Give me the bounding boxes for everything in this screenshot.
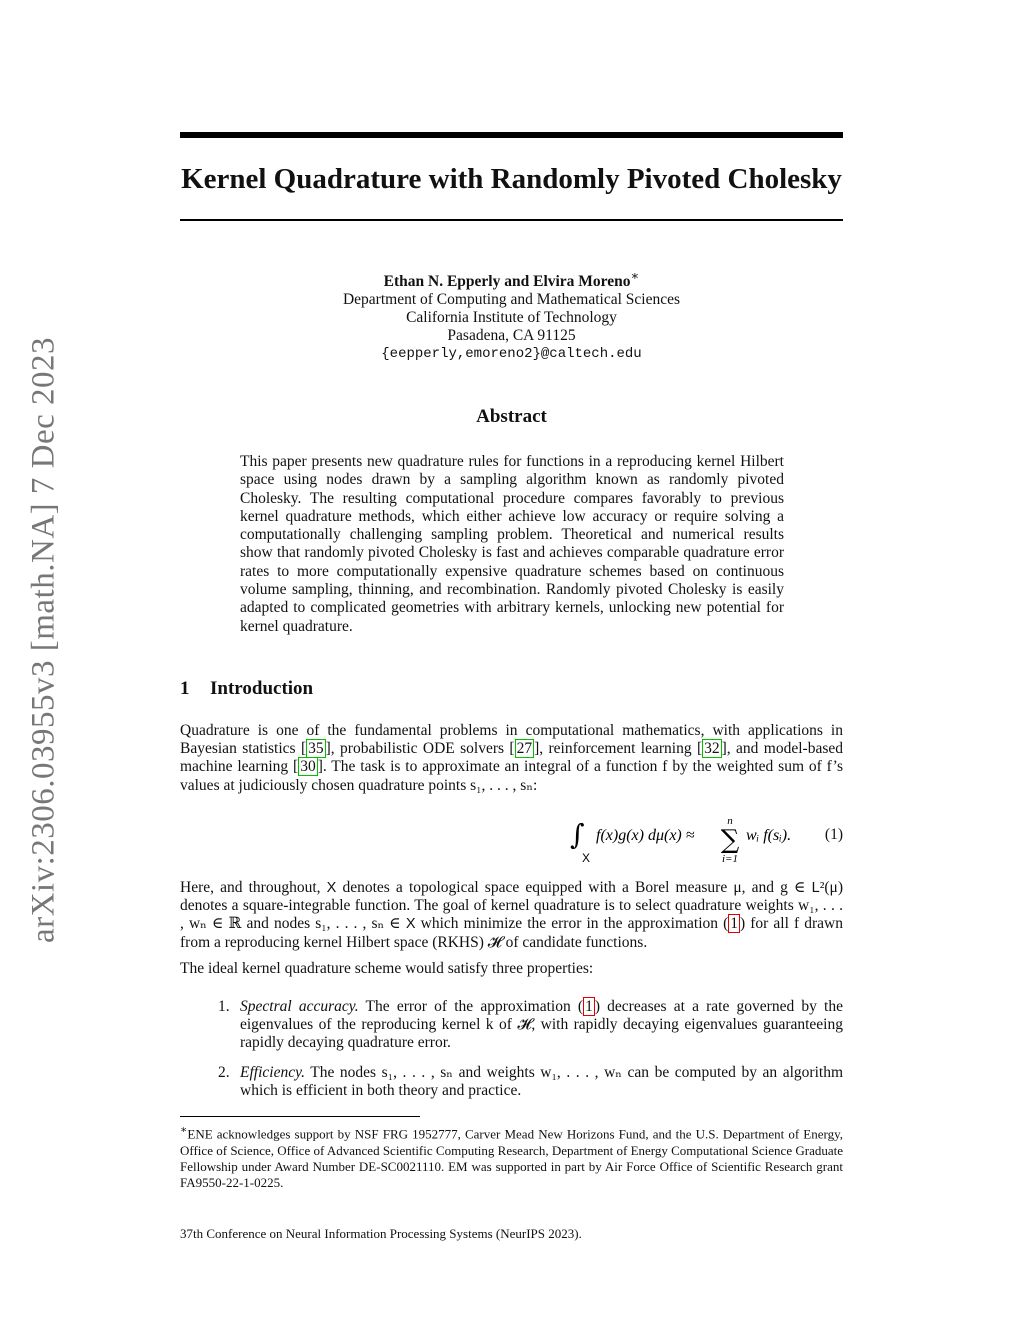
list-item: 2. Efficiency. The nodes s₁, . . . , sₙ and weights w₁, . . . , wₙ can be computed by an algorithm which is efficient in both theory and practice. <box>218 1064 843 1100</box>
author-institution: California Institute of Technology <box>406 309 617 327</box>
author-email[interactable]: {eepperly,emoreno2}@caltech.edu <box>381 346 642 363</box>
sum-upper-limit: n <box>727 815 733 827</box>
equation-link[interactable]: 1 <box>730 915 739 933</box>
intro-paragraph-3: The ideal kernel quadrature scheme would satisfy three properties: <box>180 960 594 977</box>
footnote: ∗ENE acknowledges support by NSF FRG 1952777, Carver Mead New Horizons Fund, and the U.S. Department of Energy, Office of Science, Office of Advanced Scientific Computing Research, Department of Energy Computational Science Graduate Fellowship under Award Number DE-SC0021110. EM was supported in part by Air Force Office of Scientific Research grant FA9550-22-1-0225. <box>180 1124 843 1191</box>
citation-link[interactable]: 32 <box>704 740 720 758</box>
venue-line: 37th Conference on Neural Information Processing Systems (NeurIPS 2023). <box>180 1226 582 1241</box>
equation-link[interactable]: 1 <box>585 998 593 1015</box>
equation-1 <box>180 810 843 866</box>
author-location: Pasadena, CA 91125 <box>447 327 576 345</box>
section-heading-introduction: 1 Introduction <box>180 678 314 699</box>
title-bottom-rule <box>180 219 843 221</box>
sum-sign: ∑ <box>720 825 740 855</box>
equation-number: (1) <box>824 826 843 843</box>
sum-lower-limit: i=1 <box>722 853 738 865</box>
abstract-text: This paper presents new quadrature rules for functions in a reproducing kernel Hilbert space using nodes drawn by a sampling algorithm known as randomly pivoted Cholesky. The resulting computational procedure compares favorably to previous kernel quadrature methods, which either achieve low accuracy or require solving a computationally challenging sampling problem. Theoretical and numerical results show that randomly pivoted Cholesky is fast and achieves comparable quadrature error rates to more computationally expensive quadrature schemes based on continuous volume sampling, thinning, and recombination. Randomly pivoted Cholesky is easily adapted to complicated geometries with arbitrary kernels, unlocking new potential for kernel quadrature. <box>240 453 784 635</box>
integral-sign: ∫ <box>570 818 585 851</box>
author-names: Ethan N. Epperly and Elvira Moreno∗ <box>383 268 640 291</box>
footnote-rule <box>180 1116 420 1117</box>
intro-paragraph-2: Here, and throughout, X denotes a topological space equipped with a Borel measure μ, and g ∈ L²(μ) denotes a square-integrable function. The goal of kernel quadrature is to select quadrature weights w₁, . . . , wₙ ∈ ℝ and nodes s₁, . . . , sₙ ∈ X which minimize the error in the approximation ( 1 ) for all f drawn from a reproducing kernel Hilbert space (RKHS) 𝓗 of candidate functions. <box>180 879 843 951</box>
paper-title: Kernel Quadrature with Randomly Pivoted Cholesky <box>181 163 842 195</box>
title-top-rule <box>180 132 843 138</box>
integral-domain: X <box>582 851 591 865</box>
abstract-heading: Abstract <box>476 406 547 427</box>
list-item: 1. Spectral accuracy. The error of the approximation ( 1 ) decreases at a rate governed by the eigenvalues of the reproducing kernel k of 𝓗, with rapidly decaying eigenvalues guaranteeing rapidly decaying quadrature error. <box>218 998 843 1052</box>
citation-link[interactable]: 27 <box>516 740 533 758</box>
intro-paragraph-1: Quadrature is one of the fundamental problems in computational mathematics, with applications in Bayesian statistics [ 35 ], probabilistic ODE solvers [ 27 ], reinforcement learning [ 32 ], and model-based machine learning [ 30 ]. The task is to approximate an integral of a function f by the weighted sum of f’s values at judiciously chosen quadrature points s₁, . . . , sₙ: <box>180 722 844 794</box>
integrand: f(x)g(x) dμ(x) ≈ <box>596 827 695 844</box>
author-department: Department of Computing and Mathematical Sciences <box>342 291 681 309</box>
summand: wᵢ f(sᵢ). <box>746 827 792 844</box>
citation-link[interactable]: 35 <box>308 740 324 758</box>
arxiv-sidebar-stamp: arXiv:2306.03955v3 [math.NA] 7 Dec 2023 <box>25 336 62 944</box>
citation-link[interactable]: 30 <box>300 758 316 776</box>
author-block <box>180 267 843 363</box>
equation-1-math <box>570 810 830 866</box>
